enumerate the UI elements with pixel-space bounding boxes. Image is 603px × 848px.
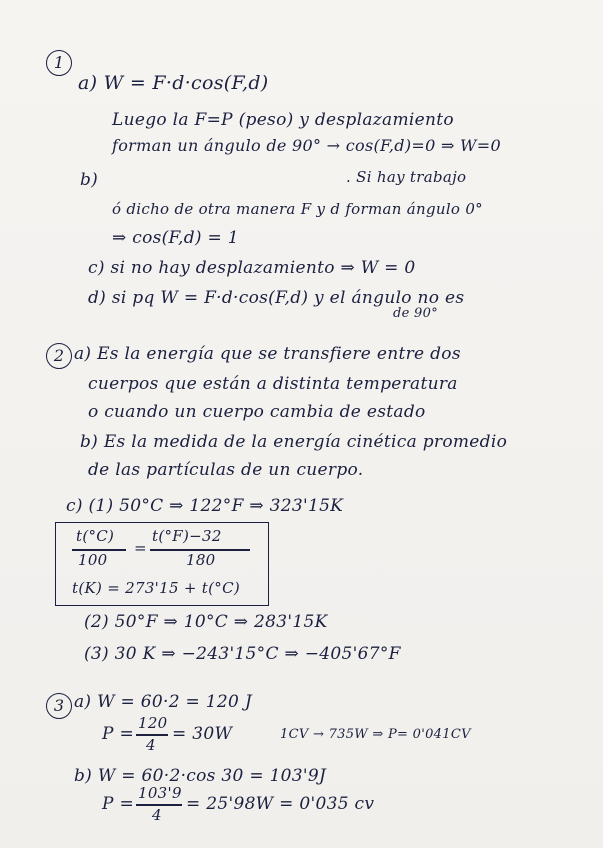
q2-b-line2: de las partículas de un cuerpo. <box>88 460 364 480</box>
q2-a-line2: cuerpos que están a distinta temperatura <box>88 374 458 394</box>
q2-a-line3: o cuando un cuerpo cambia de estado <box>88 402 426 422</box>
q3-a-cv-conversion: 1CV → 735W ⇒ P= 0'041CV <box>280 727 471 742</box>
q3-a-p-label: P = <box>102 724 134 744</box>
q1-a-formula: a) W = F·d·cos(F,d) <box>78 72 269 94</box>
q1-b-line1: . Si hay trabajo <box>346 168 467 186</box>
q2-c-line2: (2) 50°F ⇒ 10°C ⇒ 283'15K <box>84 612 328 632</box>
q2-c-line1: c) (1) 50°C ⇒ 122°F ⇒ 323'15K <box>66 496 344 516</box>
q1-b-label: b) <box>80 170 99 190</box>
temperature-conversion-box <box>55 522 269 606</box>
question-1-number: 1 <box>46 50 72 76</box>
q3-b-p-result: = 25'98W = 0'035 cv <box>186 794 375 814</box>
q1-d-line2: de 90° <box>393 306 438 321</box>
box-lhs-numerator: t(°C) <box>76 527 115 545</box>
box-rhs-denominator: 180 <box>186 551 216 569</box>
q3-b-frac-denominator: 4 <box>152 806 162 824</box>
box-lhs-denominator: 100 <box>78 551 108 569</box>
q2-b-line1: b) Es la medida de la energía cinética promedio <box>80 432 508 452</box>
q1-c-line: c) si no hay desplazamiento ⇒ W = 0 <box>88 258 416 278</box>
q1-a-line2: Luego la F=P (peso) y desplazamiento <box>112 110 454 130</box>
q3-b-frac-numerator: 103'9 <box>138 784 182 802</box>
q3-a-line1: a) W = 60·2 = 120 J <box>74 692 252 712</box>
q3-b-line1: b) W = 60·2·cos 30 = 103'9J <box>74 766 327 786</box>
q3-a-frac-denominator: 4 <box>146 736 156 754</box>
q2-a-line1: a) Es la energía que se transfiere entre dos <box>74 344 461 364</box>
q3-b-p-label: P = <box>102 794 134 814</box>
question-2-number: 2 <box>46 343 72 369</box>
box-equals: = <box>134 539 147 557</box>
box-kelvin-formula: t(K) = 273'15 + t(°C) <box>72 579 240 597</box>
q3-a-p-result: = 30W <box>172 724 233 744</box>
q1-b-line2: ó dicho de otra manera F y d forman ángulo 0° <box>112 200 483 218</box>
box-rhs-numerator: t(°F)−32 <box>152 527 222 545</box>
question-3-number: 3 <box>46 693 72 719</box>
q3-a-frac-numerator: 120 <box>138 714 168 732</box>
q2-c-line3: (3) 30 K ⇒ −243'15°C ⇒ −405'67°F <box>84 644 401 664</box>
q1-d-line1: d) si pq W = F·d·cos(F,d) y el ángulo no es <box>88 288 465 308</box>
q1-b-line3: ⇒ cos(F,d) = 1 <box>112 228 239 248</box>
q1-a-line3: forman un ángulo de 90° → cos(F,d)=0 ⇒ W=0 <box>112 136 501 155</box>
